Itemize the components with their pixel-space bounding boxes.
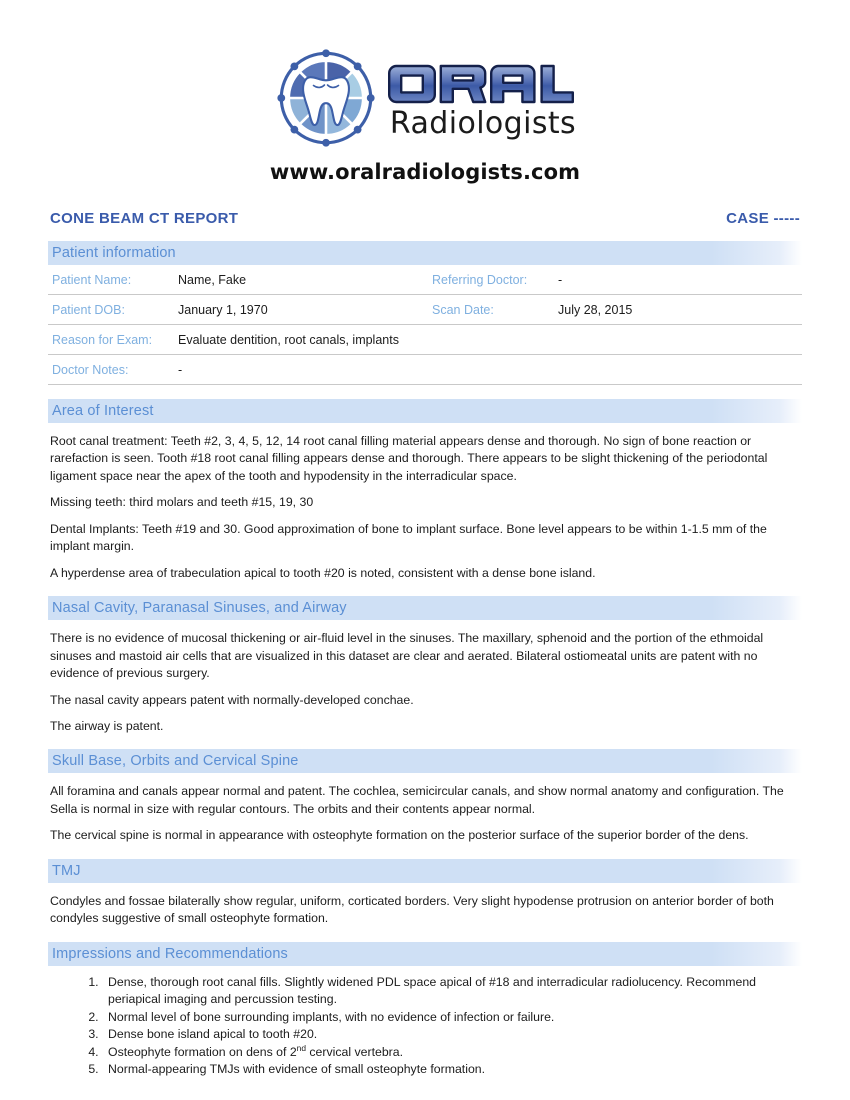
section-header-impressions: [48, 942, 802, 966]
paragraph: The cervical spine is normal in appearance with osteophyte formation on the posterior surface of the superior border of the dens.: [50, 828, 749, 843]
doctor-notes-label: Doctor Notes:: [52, 363, 129, 377]
list-item: 2. Normal level of bone surrounding implants, with no evidence of infection or failure.: [102, 1009, 802, 1026]
section-title: Nasal Cavity, Paranasal Sinuses, and Airway: [52, 600, 347, 617]
paragraph: Condyles and fossae bilaterally show regular, uniform, corticated borders. Very slight hypodense protrusion on anterior border of both condyles suggestive of small osteophyte formation.: [50, 893, 774, 926]
paragraph: All foramina and canals appear normal and patent. The cochlea, semicircular canals, and show normal anatomy and configuration. The Sella is normal in size with regular contours. The orbits and their contents appear normal.: [50, 784, 784, 816]
case-number-label: CASE -----: [726, 210, 800, 227]
doctor-notes-value: -: [178, 363, 183, 377]
paragraph: Missing teeth: third molars and teeth #15, 19, 30: [50, 495, 314, 510]
paragraph: There is no evidence of mucosal thickening or air-fluid level in the sinuses. The maxillary, sphenoid and the portion of the ethmoidal sinuses and mastoid air cells that are visualized in this dataset are clear and aerated. Bilateral ostiomeatal units are patent with no evidence of previous surgery.: [50, 631, 764, 681]
list-item-text-suffix: cervical vertebra.: [305, 1044, 404, 1059]
section-title: Skull Base, Orbits and Cervical Spine: [52, 753, 299, 770]
reason-for-exam-label: Reason for Exam:: [52, 333, 153, 347]
table-row: [48, 265, 802, 295]
table-row: [48, 325, 802, 355]
section-header-patient-information: [48, 241, 802, 265]
list-item: [102, 1044, 802, 1061]
referring-doctor-value: -: [558, 273, 563, 287]
paragraph: The airway is patent.: [50, 718, 164, 733]
list-item: 5. Normal-appearing TMJs with evidence of small osteophyte formation.: [102, 1061, 802, 1078]
list-item-text-prefix: Osteophyte formation on dens of 2: [108, 1044, 297, 1059]
list-item: 1. Dense, thorough root canal fills. Slightly widened PDL space apical of #18 and interradicular radiolucency. Recommend periapical imaging and percussion testing.: [102, 974, 802, 1009]
reason-for-exam-value: Evaluate dentition, root canals, implants: [178, 333, 399, 347]
section-title: Area of Interest: [52, 403, 154, 419]
website-url: www.oralradiologists.com: [269, 160, 581, 184]
patient-dob-label: Patient DOB:: [52, 303, 125, 317]
section-title: Impressions and Recommendations: [52, 945, 288, 962]
scan-date-value: July 28, 2015: [558, 303, 633, 317]
table-row: [48, 295, 802, 325]
section-title: TMJ: [52, 862, 81, 879]
tooth-wheel-emblem-icon: [274, 46, 378, 150]
impressions-list: [48, 974, 802, 1079]
oral-wordmark-text: [388, 60, 574, 108]
paragraph: Root canal treatment: Teeth #2, 3, 4, 5, 12, 14 root canal filling material appears dense and thorough. No sign of bone reaction or rarefaction is seen. Tooth #18 root canal filling appears dense and thorough. There appears to be slight thickening of the periodontal ligament space near the apex of the tooth and hypodensity in the interradicular space.: [50, 434, 768, 483]
logo-block: [48, 0, 802, 184]
section-header-tmj: [48, 859, 802, 883]
patient-name-label: Patient Name:: [52, 273, 132, 287]
scan-date-label: Scan Date:: [432, 303, 494, 317]
section-header-nasal-cavity: [48, 596, 802, 620]
patient-information-table: [48, 265, 802, 385]
table-row: [48, 355, 802, 385]
page-title: CONE BEAM CT REPORT: [50, 210, 239, 227]
paragraph: A hyperdense area of trabeculation apical to tooth #20 is noted, consistent with a dense bone island.: [50, 565, 596, 580]
list-item: 3. Dense bone island apical to tooth #20.: [102, 1026, 802, 1043]
logo-row: [274, 46, 576, 150]
paragraph: The nasal cavity appears patent with normally-developed conchae.: [50, 692, 414, 707]
radiologists-wordmark-text: Radiologists: [389, 105, 577, 141]
report-title-row: [48, 210, 802, 227]
patient-dob-value: January 1, 1970: [178, 303, 268, 317]
section-header-area-of-interest: [48, 399, 802, 423]
patient-name-value: Name, Fake: [178, 273, 247, 287]
referring-doctor-label: Referring Doctor:: [432, 273, 528, 287]
section-title: Patient information: [52, 245, 176, 261]
ordinal-suffix: nd: [296, 1042, 306, 1053]
wordmark: [388, 60, 576, 139]
paragraph: Dental Implants: Teeth #19 and 30. Good approximation of bone to implant surface. Bone level appears to be within 1-1.5 mm of the implant margin.: [50, 521, 767, 554]
section-header-skull-base: [48, 749, 802, 773]
